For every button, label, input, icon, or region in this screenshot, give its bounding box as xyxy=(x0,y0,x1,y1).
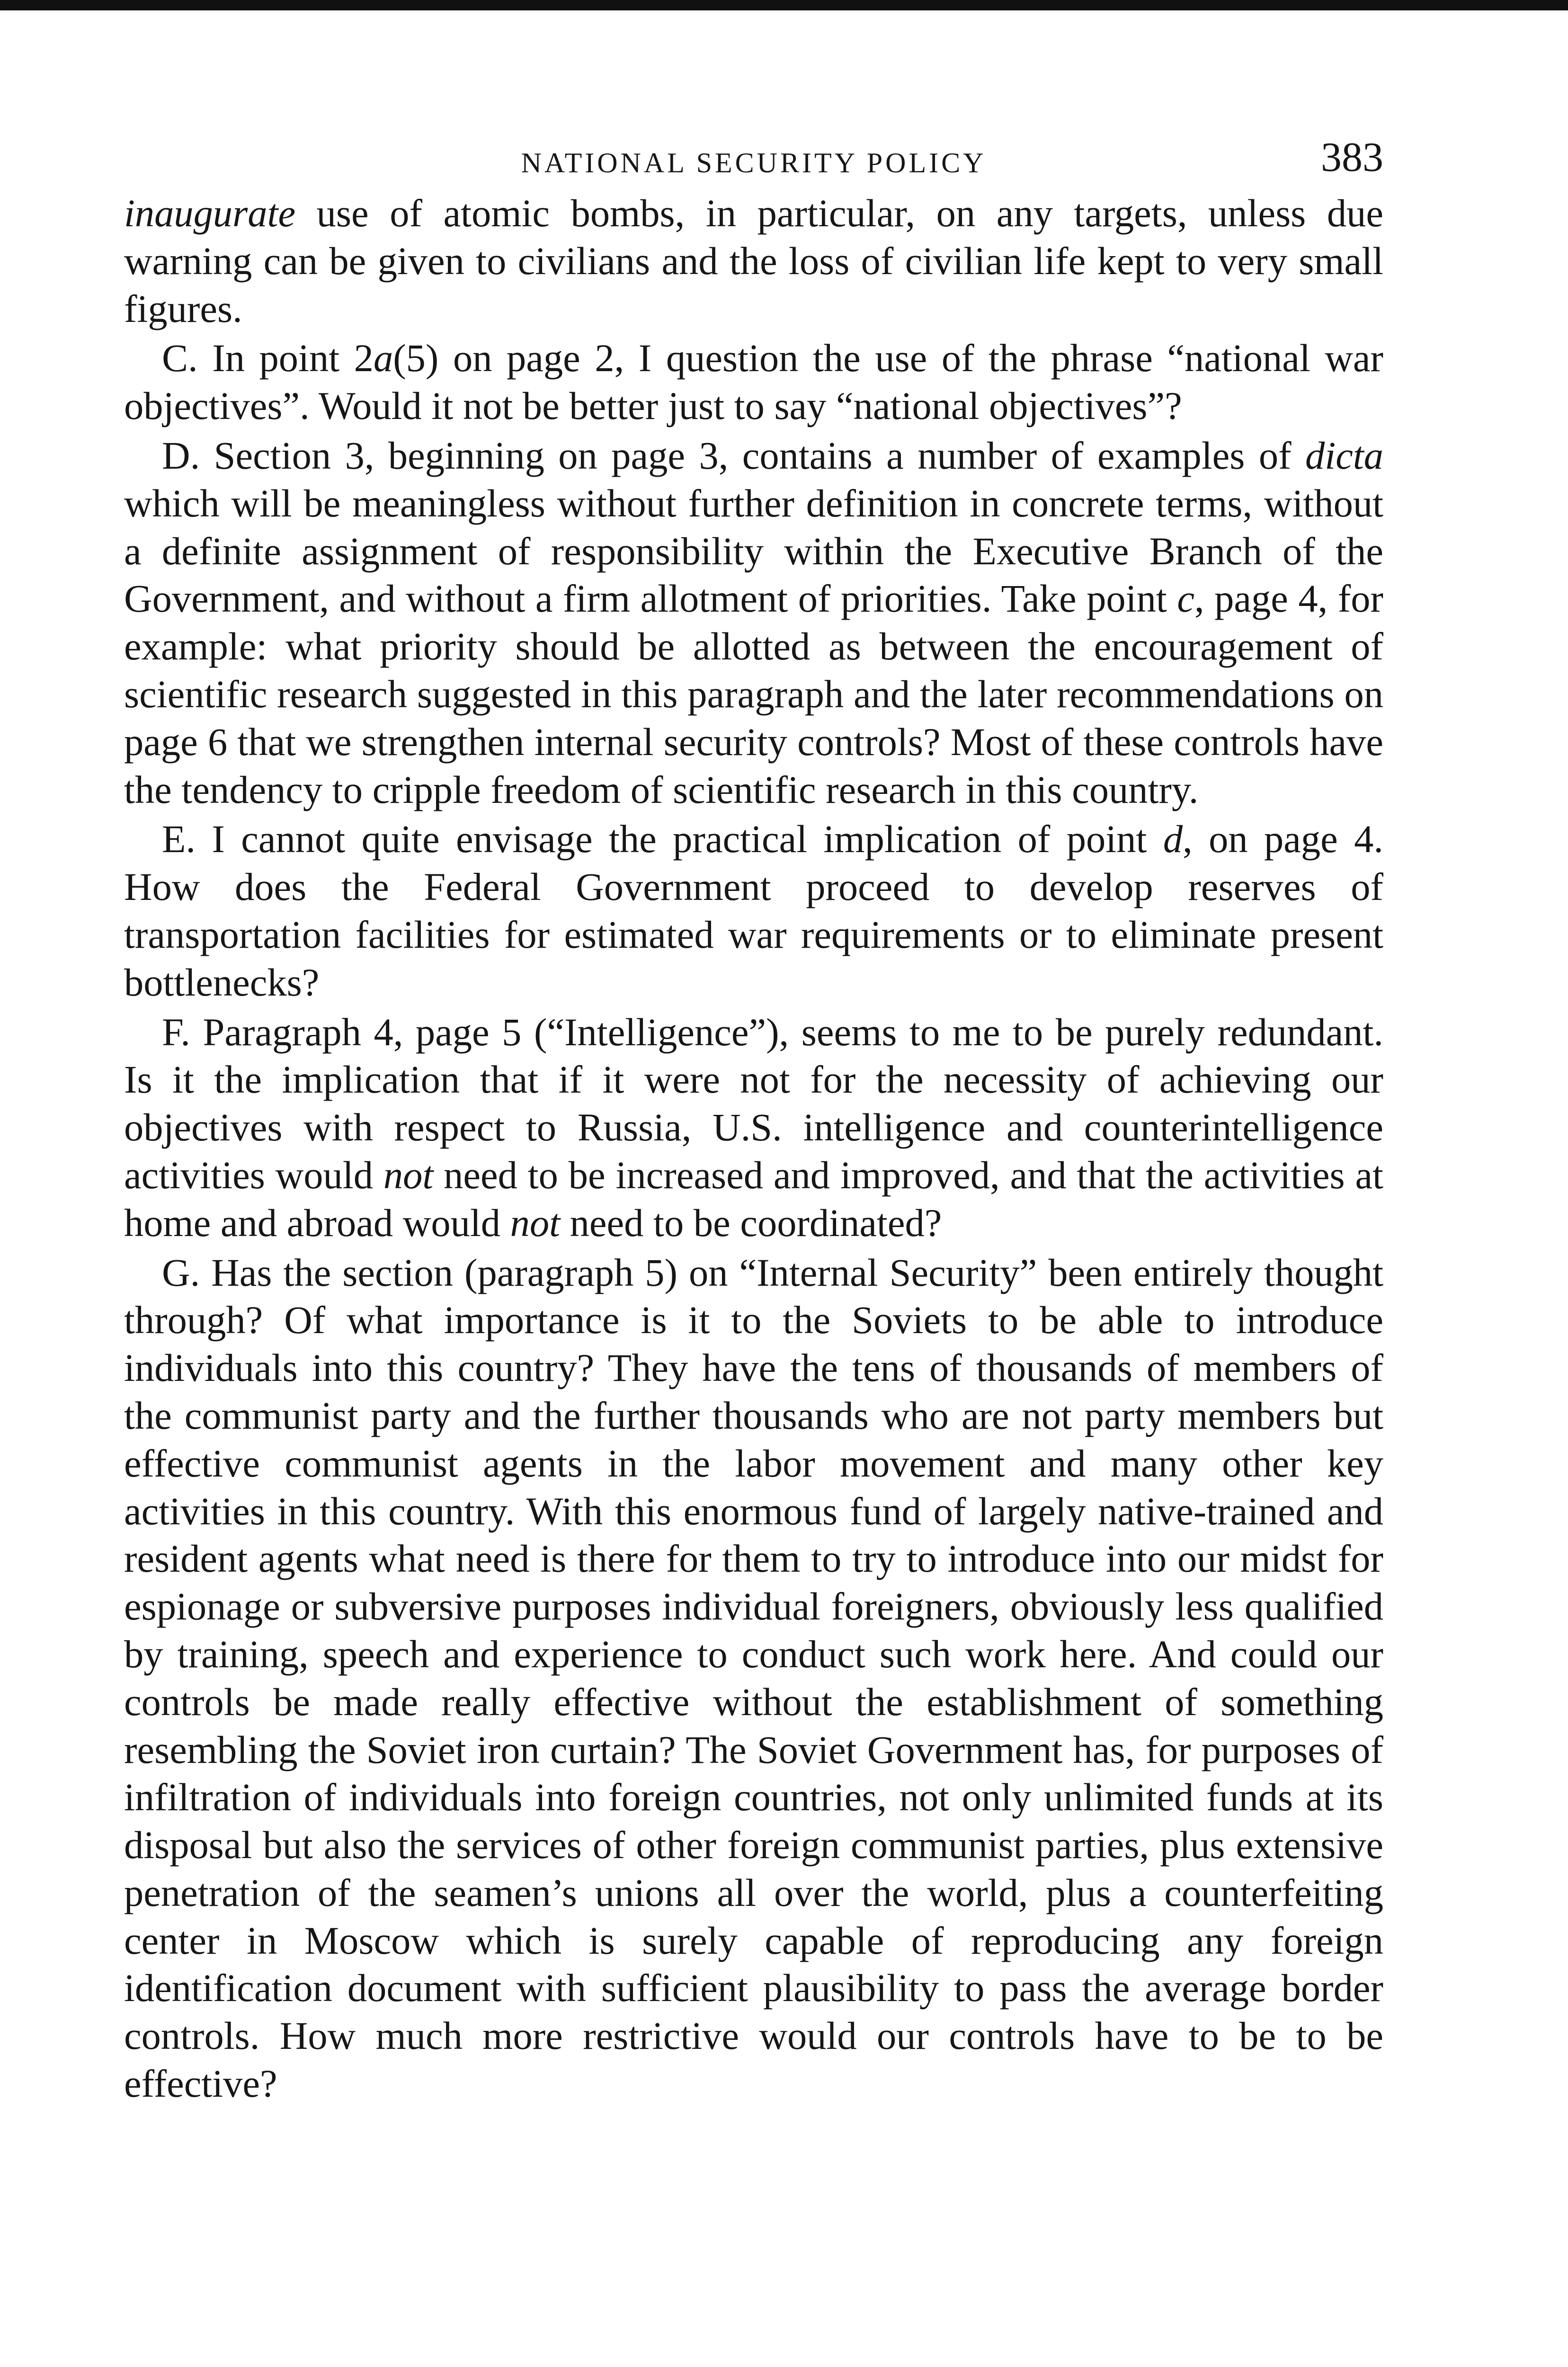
paragraph-continuation xyxy=(124,189,1383,332)
running-head xyxy=(124,118,1383,189)
text-run: need to be coordinated? xyxy=(560,1201,942,1245)
text-run: need to be increased and improved, and that the activities at home and abroad would xyxy=(124,1153,1383,1245)
text-run: (5) on page 2, I question the use of the phrase “national war objectives”. Would it not be better just to say “national objectives”? xyxy=(124,336,1384,428)
italic-text: a xyxy=(373,336,393,380)
running-title: NATIONAL SECURITY POLICY xyxy=(521,147,987,178)
body-text xyxy=(124,189,1383,2108)
text-run: , on page 4. How does the Federal Government proceed to develop reserves of transportation facilities for estimated war requirements or to eliminate present bottlenecks? xyxy=(124,817,1383,1004)
italic-text: c xyxy=(1177,577,1194,621)
text-run: G. Has the section (paragraph 5) on “Internal Security” been entirely thought through? Of what importance is it to the Soviets to be able to introduce individuals into this country? They have the tens of thousands of members of the communist party and the further thousands who are not party members but effective communist agents in the labor movement and many other key activities in this country. With this enormous fund of largely native-trained and resident agents what need is there for them to try to introduce into our midst for espionage or subversive purposes individual foreigners, obviously less qualified by training, speech and experience to conduct such work here. And could our controls be made really effective without the establishment of something resembling the Soviet iron curtain? The Soviet Government has, for purposes of infiltration of individuals into foreign countries, not only unlimited funds at its disposal but also the services of other foreign communist parties, plus extensive penetration of the seamen’s unions all over the world, plus a counterfeiting center in Moscow which is surely capable of reproducing any foreign identification document with sufficient plausibility to pass the average border controls. How much more restrictive would our controls have to be to be effective? xyxy=(124,1250,1383,2106)
text-run: E. I cannot quite envisage the practical implication of point xyxy=(162,817,1163,861)
paragraph-g xyxy=(124,1249,1383,2108)
text-run: which will be meaningless without further definition in concrete terms, without a definite assignment of responsibility within the Executive Branch of the Government, and without a firm allotment of priorities. Take point xyxy=(124,481,1383,621)
text-run: , page 4, for example: what priority should be allotted as between the encouragement of scientific research suggested in this paragraph and the later recommendations on page 6 that we strengthen internal security controls? Most of these controls have the tendency to cripple freedom of scientific research in this country. xyxy=(124,577,1383,811)
paragraph-f xyxy=(124,1008,1383,1247)
text-run: use of atomic bombs, in particular, on any targets, unless due warning can be given to civilians and the loss of civilian life kept to very small figures. xyxy=(124,191,1383,330)
paragraph-c xyxy=(124,334,1383,430)
page-top-edge xyxy=(0,0,1568,10)
page-number: 383 xyxy=(1321,134,1383,180)
text-run: F. Paragraph 4, page 5 (“Intelligence”), seems to me to be purely redundant. Is it the implication that if it were not for the necessity of achieving our objectives with respect to Russia, U.S. intelligence and counterintelligence activities would xyxy=(124,1010,1383,1197)
italic-text: dicta xyxy=(1305,433,1383,477)
italic-text: d xyxy=(1163,817,1183,861)
text-run: D. Section 3, beginning on page 3, contains a number of examples of xyxy=(162,433,1306,477)
paragraph-d xyxy=(124,432,1383,813)
italic-text: inaugurate xyxy=(124,191,296,235)
italic-text: not xyxy=(510,1201,561,1245)
text-run: C. In point 2 xyxy=(162,336,374,380)
paragraph-e xyxy=(124,815,1383,1006)
italic-text: not xyxy=(383,1153,434,1197)
document-page xyxy=(124,118,1383,2108)
